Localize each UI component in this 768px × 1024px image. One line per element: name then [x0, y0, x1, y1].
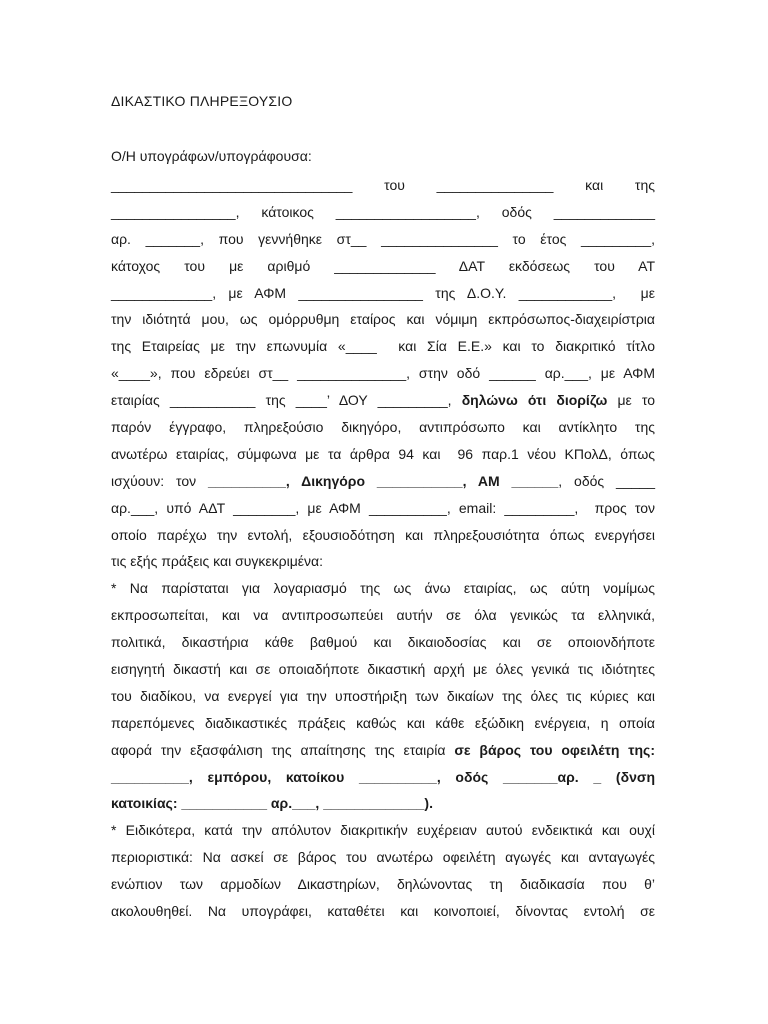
text-segment: , οδός _____ [558, 472, 655, 489]
text-line [111, 575, 655, 602]
text-line [111, 548, 655, 575]
text-segment: εισηγητή δικαστή και σε οποιαδήποτε δικαστική αρχή με όλες γενικά τις ιδιότητες [111, 661, 655, 678]
text-segment: ενώπιον των αρμοδίων Δικαστηρίων, δηλώνοντας τη διαδικασία που θ’ [111, 876, 655, 893]
text-segment: ισχύουν: τον [111, 472, 209, 489]
text-line [111, 414, 655, 441]
text-segment: του διαδίκου, να ενεργεί για την υποστήριξη των δικαίων της όλες τις κύριες και [111, 687, 655, 704]
text-line [111, 817, 655, 844]
text-segment: αρ.___, υπό ΑΔΤ ________, με ΑΦΜ __________, email: _________, προς τον [111, 499, 655, 516]
text-line [111, 683, 655, 710]
text-line [111, 172, 655, 199]
text-line [111, 629, 655, 656]
text-segment: _____________, με ΑΦΜ ________________ της Δ.Ο.Υ. ____________, με [111, 284, 655, 301]
text-segment: αρ. _______, που γεννήθηκε στ__ _______________ το έτος _________, [111, 230, 655, 247]
text-line [111, 387, 655, 414]
text-segment: αφορά την εξασφάλιση της απαίτησης της εταιρία [111, 741, 455, 758]
text-segment: «____», που εδρεύει στ__ ______________, στην οδό ______ αρ.___, με ΑΦΜ [111, 365, 655, 382]
text-line [111, 898, 655, 925]
bold-text-segment: δηλώνω ότι διορίζω [461, 392, 608, 409]
text-line [111, 199, 655, 226]
text-segment: _______________________________ του _______________ και της [111, 177, 655, 193]
text-segment: την ιδιότητά μου, ως ομόρρυθμη εταίρος και νόμιμη εκπρόσωπος-διαχειρίστρια [111, 311, 655, 328]
text-segment: με το [607, 392, 655, 409]
text-segment: * Να παρίσταται για λογαριασμό της ως άνω εταιρίας, ως αύτη νομίμως [111, 580, 655, 597]
text-segment: εταιρίας ___________ της ____’ ΔΟΥ _________, [111, 392, 462, 409]
text-line [111, 253, 655, 280]
text-line [111, 360, 655, 387]
text-line [111, 522, 655, 549]
bold-text-segment: σε βάρος του οφειλέτη της: [454, 741, 655, 758]
bold-text-segment: __________, εμπόρου, κατοίκου __________, οδός _______αρ. _ (δνση [111, 768, 655, 785]
text-segment: οποίο παρέχω την εντολή, εξουσιοδότηση και πληρεξουσιότητα όπως ενεργήσει [111, 526, 655, 543]
text-segment: περιοριστικά: Να ασκεί σε βάρος του ανωτέρω οφειλέτη αγωγές και ανταγωγές [111, 849, 655, 866]
signer-label: Ο/Η υπογράφων/υπογράφουσα: [111, 148, 312, 164]
text-segment: της Εταιρείας με την επωνυμία «____ και Σία Ε.Ε.» και το διακριτικό τίτλο [111, 338, 655, 355]
text-line [111, 495, 655, 522]
text-line [111, 602, 655, 629]
text-segment: πολιτικά, δικαστήρια κάθε βαθμού και δικαιοδοσίας και σε οποιονδήποτε [111, 634, 655, 651]
text-segment: παρόν έγγραφο, πληρεξούσιο δικηγόρο, αντιπρόσωπο και αντίκλητο της [111, 419, 655, 436]
text-segment: τις εξής πράξεις και συγκεκριμένα: [111, 553, 324, 570]
text-line [111, 226, 655, 253]
text-line [111, 710, 655, 737]
bold-text-segment: __________, Δικηγόρο ___________, ΑΜ ______ [208, 472, 559, 489]
document-title: ΔΙΚΑΣΤΙΚΟ ΠΛΗΡΕΞΟΥΣΙΟ [111, 93, 293, 109]
text-segment: ακολουθηθεί. Να υπογράφει, καταθέτει και κοινοποιεί, δίνοντας εντολή σε [111, 903, 655, 920]
text-segment: * Ειδικότερα, κατά την απόλυτον διακριτικήν ευχέρειαν αυτού ενδεικτικά και ουχί [111, 822, 655, 839]
text-line [111, 871, 655, 898]
text-segment: ________________, κάτοικος __________________, οδός _____________ [111, 203, 655, 220]
document-body [111, 172, 655, 925]
text-line [111, 656, 655, 683]
text-segment: παρεπόμενες διαδικαστικές πράξεις καθώς και κάθε εξώδικη ενέργεια, η οποία [111, 714, 655, 731]
text-line [111, 790, 655, 817]
text-segment: εκπροσωπείται, και να αντιπροσωπεύει αυτήν σε όλα γενικώς τα ελληνικά, [111, 607, 655, 624]
text-line [111, 764, 655, 791]
text-line [111, 844, 655, 871]
text-line [111, 441, 655, 468]
text-segment: ανωτέρω εταιρίας, σύμφωνα με τα άρθρα 94 και 96 παρ.1 νέου ΚΠολΔ, όπως [111, 445, 655, 462]
text-line [111, 280, 655, 307]
text-line [111, 737, 655, 764]
bold-text-segment: κατοικίας: ___________ αρ.___, _____________). [111, 795, 433, 812]
text-segment: κάτοχος του με αριθμό _____________ ΔΑΤ εκδόσεως του ΑΤ [111, 257, 655, 274]
text-line [111, 333, 655, 360]
text-line [111, 306, 655, 333]
text-line [111, 468, 655, 495]
